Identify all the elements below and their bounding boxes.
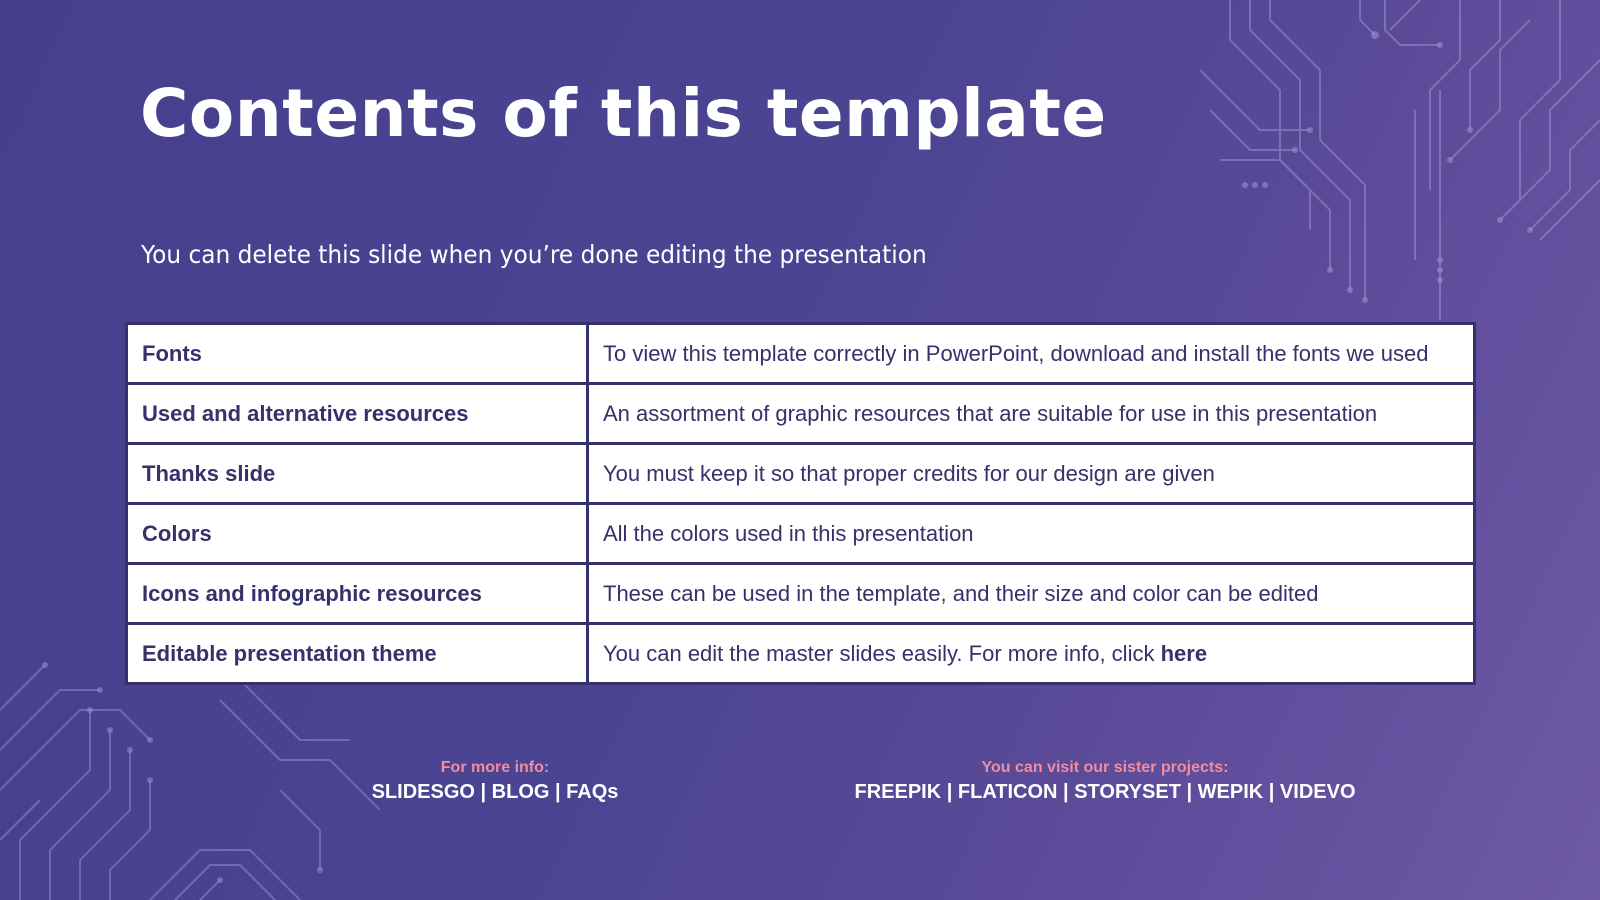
resource-name: Used and alternative resources <box>127 384 588 444</box>
footer-info <box>360 758 630 805</box>
footer-sister-projects <box>830 758 1380 805</box>
footer-separator: | <box>549 781 567 804</box>
slide-title: Contents of this template <box>140 75 1107 152</box>
table-row <box>127 504 1475 564</box>
here-link[interactable]: here <box>1160 640 1208 666</box>
videvo-link[interactable]: VIDEVO <box>1279 781 1356 804</box>
resource-name: Thanks slide <box>127 444 588 504</box>
footer-separator: | <box>1263 781 1280 804</box>
table-row <box>127 324 1475 384</box>
resource-name: Editable presentation theme <box>127 624 588 684</box>
table-row <box>127 384 1475 444</box>
footer-info-links <box>360 779 630 805</box>
circuit-decoration-top-right <box>1200 0 1600 320</box>
table-row <box>127 624 1475 684</box>
faqs-link[interactable]: FAQs <box>566 781 619 804</box>
table-row <box>127 444 1475 504</box>
footer-sister-label: You can visit our sister projects: <box>981 759 1229 776</box>
footer-info-label: For more info: <box>440 759 550 776</box>
slide-subtitle: You can delete this slide when you’re done editing the presentation <box>141 240 927 269</box>
footer-separator: | <box>1180 781 1198 804</box>
footer-separator: | <box>941 781 958 804</box>
footer-separator: | <box>474 781 492 804</box>
freepik-link[interactable]: FREEPIK <box>854 781 942 804</box>
storyset-link[interactable]: STORYSET <box>1074 781 1181 804</box>
resource-description: An assortment of graphic resources that are suitable for use in this presentation <box>588 384 1475 444</box>
flaticon-link[interactable]: FLATICON <box>957 781 1058 804</box>
table-row <box>127 564 1475 624</box>
resource-name: Icons and infographic resources <box>127 564 588 624</box>
blog-link[interactable]: BLOG <box>491 781 550 804</box>
contents-table <box>125 322 1476 685</box>
footer-separator: | <box>1057 781 1075 804</box>
wepik-link[interactable]: WEPIK <box>1197 781 1264 804</box>
resource-name: Colors <box>127 504 588 564</box>
resource-description: These can be used in the template, and their size and color can be edited <box>588 564 1475 624</box>
resource-description: All the colors used in this presentation <box>588 504 1475 564</box>
resource-description: You must keep it so that proper credits for our design are given <box>588 444 1475 504</box>
footer-sister-links <box>830 779 1380 805</box>
resource-description <box>588 624 1475 684</box>
slidesgo-link[interactable]: SLIDESGO <box>371 781 475 804</box>
resource-name: Fonts <box>127 324 588 384</box>
resource-description-text: You can edit the master slides easily. For more info, click <box>603 640 1161 666</box>
resource-description: To view this template correctly in PowerPoint, download and install the fonts we used <box>588 324 1475 384</box>
